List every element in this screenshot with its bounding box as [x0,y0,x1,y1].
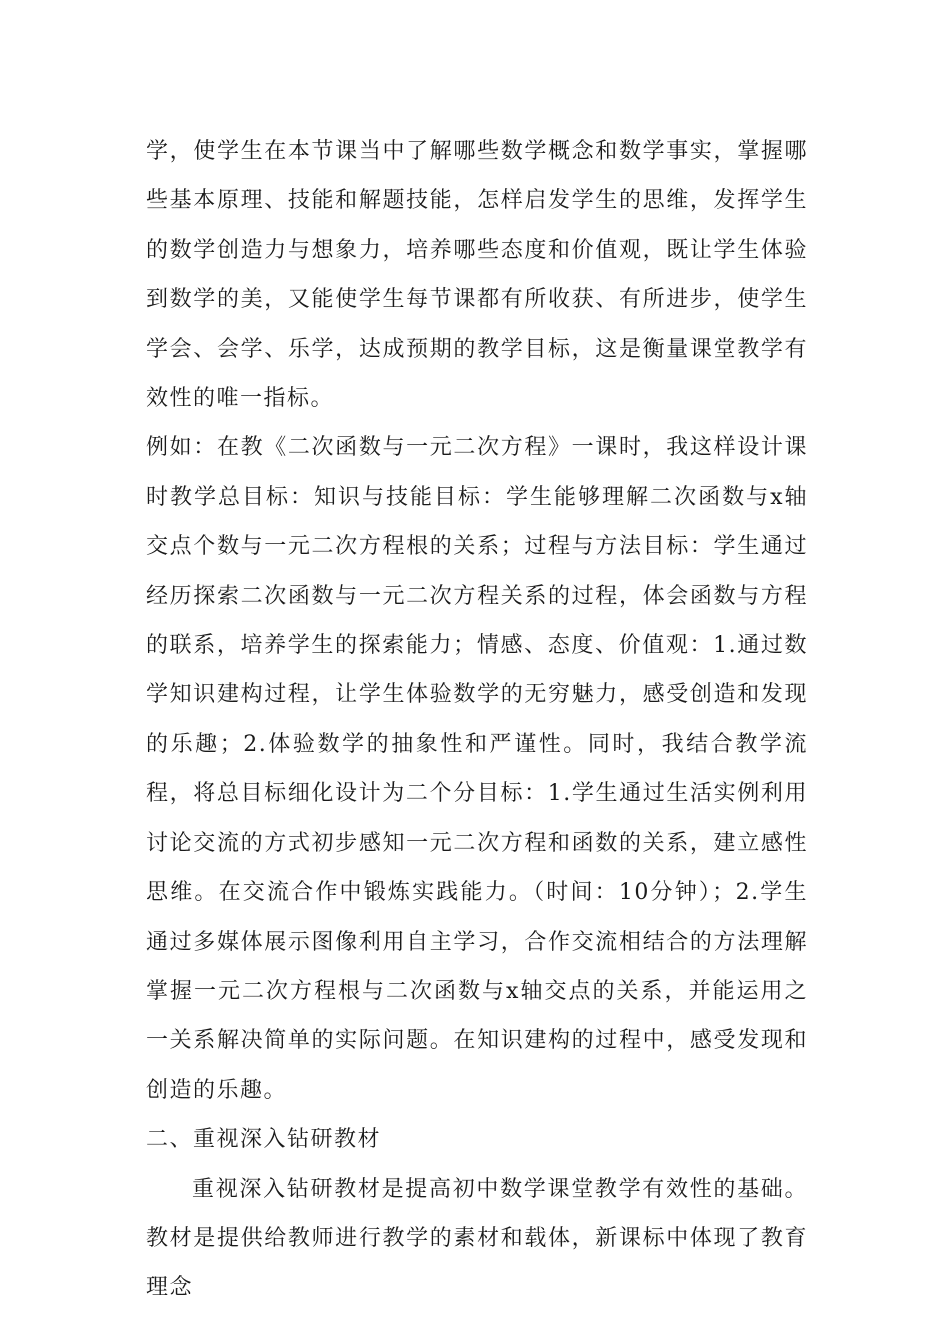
section-heading: 二、重视深入钻研教材 [146,1127,382,1153]
paragraph-textbook: 重视深入钻研教材是提高初中数学课堂教学有效性的基础。教材是提供给教师进行教学的素材和载体，新课标中体现了教育理念 [146,1176,808,1301]
document-page [146,127,808,1313]
paragraph-teaching-goals: 学，使学生在本节课当中了解哪些数学概念和数学事实，掌握哪些基本原理、技能和解题技能，怎样启发学生的思维，发挥学生的数学创造力与想象力，培养哪些态度和价值观，既让学生体验到数学的美，又能使学生每节课都有所收获、有所进步，使学生学会、会学、乐学，达成预期的教学目标，这是衡量课堂教学有效性的唯一指标。 [146,139,808,412]
paragraph-example: 例如：在教《二次函数与一元二次方程》一课时，我这样设计课时教学总目标：知识与技能目标：学生能够理解二次函数与x轴交点个数与一元二次方程根的关系；过程与方法目标：学生通过经历探索二次函数与一元二次方程关系的过程，体会函数与方程的联系，培养学生的探索能力；情感、态度、价值观：1.通过数学知识建构过程，让学生体验数学的无穷魅力，感受创造和发现的乐趣；2.体验数学的抽象性和严谨性。同时，我结合教学流程，将总目标细化设计为二个分目标：1.学生通过生活实例利用讨论交流的方式初步感知一元二次方程和函数的关系，建立感性思维。在交流合作中锻炼实践能力。（时间：10分钟）；2.学生通过多媒体展示图像利用自主学习，合作交流相结合的方法理解掌握一元二次方程根与二次函数与x轴交点的关系，并能运用之一关系解决简单的实际问题。在知识建构的过程中，感受发现和创造的乐趣。 [146,435,808,1103]
